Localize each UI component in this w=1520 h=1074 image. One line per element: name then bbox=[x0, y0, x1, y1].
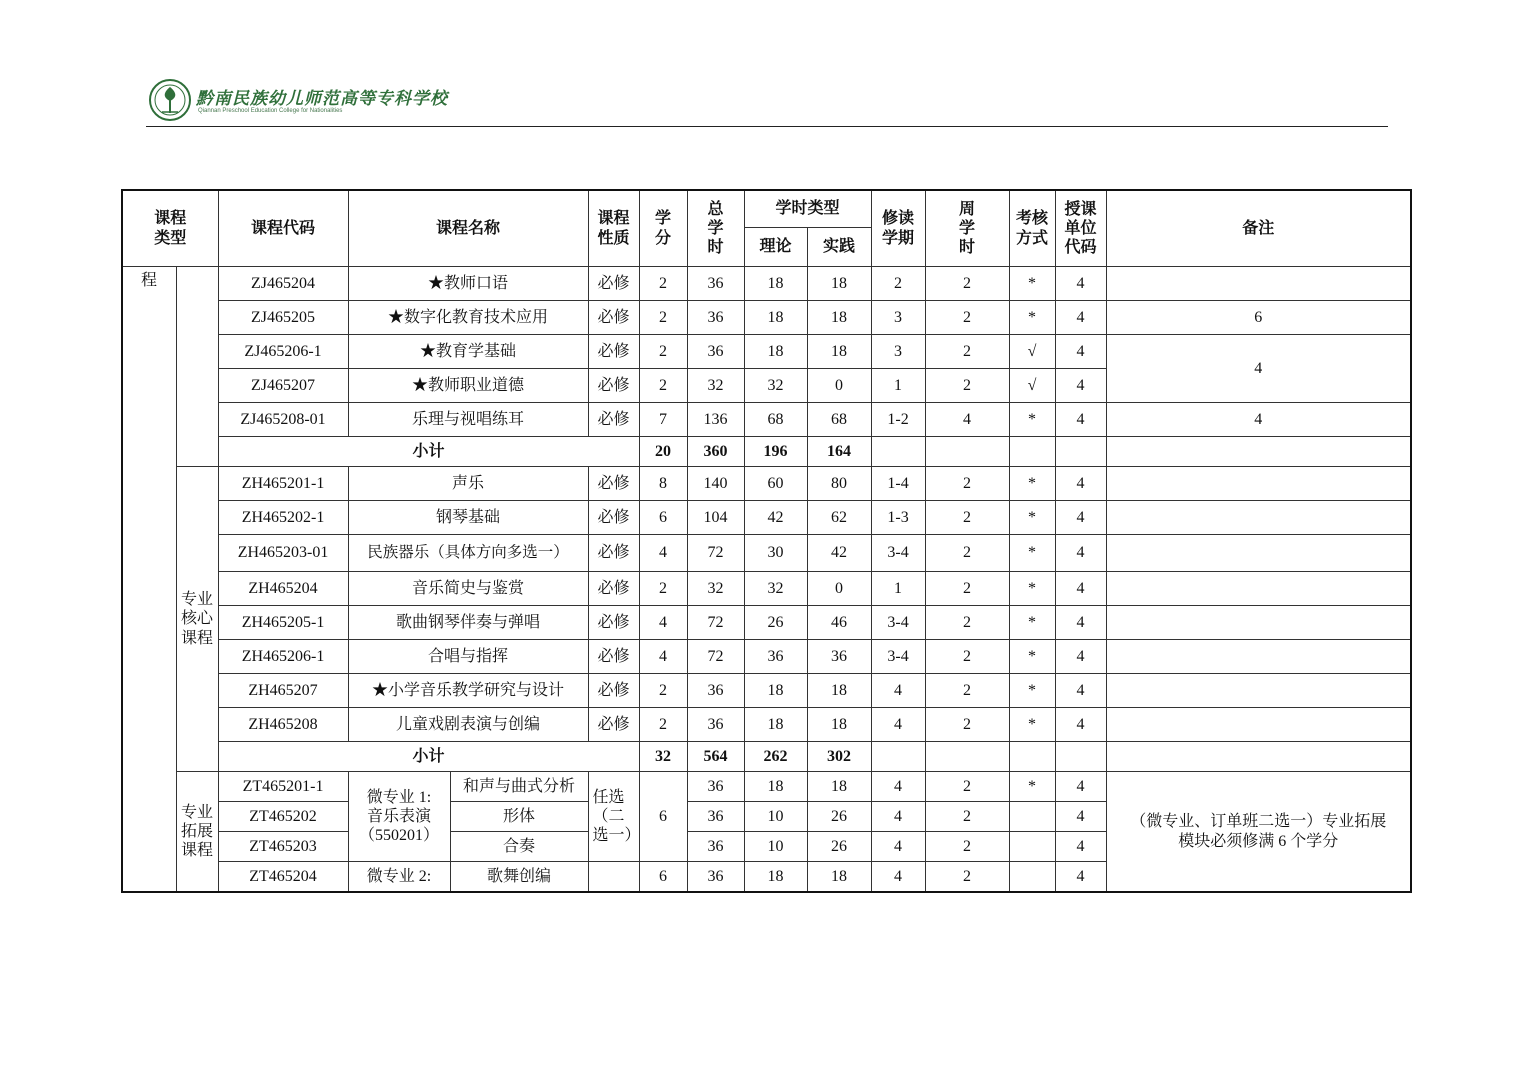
remark bbox=[1106, 640, 1411, 674]
course-nature: 必修 bbox=[588, 369, 639, 403]
credits: 6 bbox=[639, 501, 687, 535]
unit-code: 4 bbox=[1055, 535, 1106, 572]
course-name: 歌曲钢琴伴奏与弹唱 bbox=[348, 606, 588, 640]
empty-cell bbox=[925, 742, 1009, 772]
assessment: * bbox=[1009, 606, 1055, 640]
theory-hours: 18 bbox=[744, 335, 807, 369]
school-name-en: Qiannan Preschool Education College for Nationalities bbox=[198, 108, 343, 114]
total-hours: 136 bbox=[687, 403, 744, 437]
remark bbox=[1106, 501, 1411, 535]
table-row bbox=[122, 772, 1411, 802]
remark: 4 bbox=[1106, 335, 1411, 403]
course-name: ★教育学基础 bbox=[348, 335, 588, 369]
weekly-hours: 2 bbox=[925, 369, 1009, 403]
empty-cell bbox=[1055, 437, 1106, 467]
col-course-name: 课程名称 bbox=[348, 190, 588, 267]
practice-hours: 62 bbox=[807, 501, 871, 535]
course-nature: 必修 bbox=[588, 335, 639, 369]
empty-cell bbox=[1009, 437, 1055, 467]
course-nature-elective: 任选 （二 选一） bbox=[588, 772, 639, 862]
subtotal-label: 小计 bbox=[218, 742, 639, 772]
subtype-core: 专业 核心 课程 bbox=[176, 467, 218, 772]
weekly-hours: 2 bbox=[925, 640, 1009, 674]
header-divider bbox=[146, 126, 1388, 127]
theory-hours: 36 bbox=[744, 640, 807, 674]
practice-hours: 68 bbox=[807, 403, 871, 437]
col-assessment: 考核 方式 bbox=[1009, 190, 1055, 267]
weekly-hours: 2 bbox=[925, 832, 1009, 862]
semester: 3-4 bbox=[871, 640, 925, 674]
credits: 6 bbox=[639, 862, 687, 893]
table-row bbox=[122, 640, 1411, 674]
table-row bbox=[122, 572, 1411, 606]
remark bbox=[1106, 572, 1411, 606]
course-nature: 必修 bbox=[588, 572, 639, 606]
subtotal-credits: 20 bbox=[639, 437, 687, 467]
course-name: 儿童戏剧表演与创编 bbox=[348, 708, 588, 742]
weekly-hours: 2 bbox=[925, 708, 1009, 742]
credits: 6 bbox=[639, 772, 687, 862]
practice-hours: 36 bbox=[807, 640, 871, 674]
course-name: 音乐简史与鉴赏 bbox=[348, 572, 588, 606]
assessment: * bbox=[1009, 467, 1055, 501]
unit-code: 4 bbox=[1055, 708, 1106, 742]
practice-hours: 0 bbox=[807, 369, 871, 403]
practice-hours: 42 bbox=[807, 535, 871, 572]
subtotal-total: 360 bbox=[687, 437, 744, 467]
total-hours: 72 bbox=[687, 606, 744, 640]
unit-code: 4 bbox=[1055, 862, 1106, 893]
credits: 2 bbox=[639, 267, 687, 301]
course-name: 民族器乐（具体方向多选一） bbox=[348, 535, 588, 572]
table-row bbox=[122, 267, 1411, 301]
semester: 1-4 bbox=[871, 467, 925, 501]
course-code: ZH465207 bbox=[218, 674, 348, 708]
unit-code: 4 bbox=[1055, 572, 1106, 606]
course-name: 声乐 bbox=[348, 467, 588, 501]
semester: 1-3 bbox=[871, 501, 925, 535]
credits: 4 bbox=[639, 606, 687, 640]
course-code: ZH465203-01 bbox=[218, 535, 348, 572]
weekly-hours: 2 bbox=[925, 862, 1009, 893]
course-name: ★教师口语 bbox=[348, 267, 588, 301]
theory-hours: 18 bbox=[744, 862, 807, 893]
credits: 2 bbox=[639, 572, 687, 606]
unit-code: 4 bbox=[1055, 640, 1106, 674]
weekly-hours: 2 bbox=[925, 802, 1009, 832]
semester: 4 bbox=[871, 674, 925, 708]
remark: 6 bbox=[1106, 301, 1411, 335]
practice-hours: 26 bbox=[807, 802, 871, 832]
remark bbox=[1106, 606, 1411, 640]
course-nature: 必修 bbox=[588, 535, 639, 572]
semester: 4 bbox=[871, 802, 925, 832]
document-header bbox=[146, 74, 1388, 128]
subtotal-practice: 302 bbox=[807, 742, 871, 772]
remark bbox=[1106, 674, 1411, 708]
course-nature: 必修 bbox=[588, 267, 639, 301]
assessment: * bbox=[1009, 301, 1055, 335]
unit-code: 4 bbox=[1055, 772, 1106, 802]
course-name: ★小学音乐教学研究与设计 bbox=[348, 674, 588, 708]
theory-hours: 60 bbox=[744, 467, 807, 501]
col-semester: 修读 学期 bbox=[871, 190, 925, 267]
course-code: ZT465204 bbox=[218, 862, 348, 893]
subtotal-total: 564 bbox=[687, 742, 744, 772]
course-code: ZH465204 bbox=[218, 572, 348, 606]
table-row bbox=[122, 467, 1411, 501]
credits: 7 bbox=[639, 403, 687, 437]
course-code: ZT465202 bbox=[218, 802, 348, 832]
col-weekly-hours: 周 学 时 bbox=[925, 190, 1009, 267]
empty-cell bbox=[871, 742, 925, 772]
empty-cell bbox=[871, 437, 925, 467]
course-code: ZH465206-1 bbox=[218, 640, 348, 674]
assessment: * bbox=[1009, 501, 1055, 535]
course-code: ZJ465205 bbox=[218, 301, 348, 335]
course-code: ZJ465206-1 bbox=[218, 335, 348, 369]
col-hours-type: 学时类型 bbox=[744, 190, 871, 228]
course-type-fragment: 程 bbox=[122, 267, 176, 893]
assessment: * bbox=[1009, 267, 1055, 301]
credits: 2 bbox=[639, 335, 687, 369]
theory-hours: 18 bbox=[744, 301, 807, 335]
course-nature: 必修 bbox=[588, 708, 639, 742]
school-name-cn: 黔南民族幼儿师范高等专科学校 bbox=[196, 89, 448, 108]
total-hours: 36 bbox=[687, 301, 744, 335]
course-name: 合奏 bbox=[450, 832, 588, 862]
total-hours: 36 bbox=[687, 674, 744, 708]
col-course-code: 课程代码 bbox=[218, 190, 348, 267]
credits: 2 bbox=[639, 674, 687, 708]
course-code: ZH465202-1 bbox=[218, 501, 348, 535]
total-hours: 36 bbox=[687, 832, 744, 862]
remark bbox=[1106, 708, 1411, 742]
subtotal-practice: 164 bbox=[807, 437, 871, 467]
total-hours: 36 bbox=[687, 802, 744, 832]
weekly-hours: 2 bbox=[925, 772, 1009, 802]
col-total-hours: 总 学 时 bbox=[687, 190, 744, 267]
col-theory: 理论 bbox=[744, 228, 807, 267]
course-name: 形体 bbox=[450, 802, 588, 832]
weekly-hours: 2 bbox=[925, 674, 1009, 708]
assessment: * bbox=[1009, 403, 1055, 437]
practice-hours: 18 bbox=[807, 301, 871, 335]
remark-extension: （微专业、订单班二选一）专业拓展 模块必须修满 6 个学分 bbox=[1106, 772, 1411, 893]
assessment: * bbox=[1009, 674, 1055, 708]
course-nature: 必修 bbox=[588, 606, 639, 640]
semester: 4 bbox=[871, 708, 925, 742]
remark: 4 bbox=[1106, 403, 1411, 437]
col-course-type: 课程 类型 bbox=[122, 190, 218, 267]
theory-hours: 26 bbox=[744, 606, 807, 640]
header-row bbox=[122, 190, 1411, 228]
assessment: * bbox=[1009, 640, 1055, 674]
assessment bbox=[1009, 862, 1055, 893]
theory-hours: 32 bbox=[744, 572, 807, 606]
remark bbox=[1106, 267, 1411, 301]
course-code: ZH465201-1 bbox=[218, 467, 348, 501]
micro-major-2: 微专业 2: bbox=[348, 862, 450, 893]
table-row bbox=[122, 708, 1411, 742]
practice-hours: 18 bbox=[807, 708, 871, 742]
practice-hours: 0 bbox=[807, 572, 871, 606]
credits: 2 bbox=[639, 301, 687, 335]
practice-hours: 18 bbox=[807, 267, 871, 301]
unit-code: 4 bbox=[1055, 369, 1106, 403]
unit-code: 4 bbox=[1055, 467, 1106, 501]
subtotal-row bbox=[122, 742, 1411, 772]
table-row bbox=[122, 606, 1411, 640]
course-nature: 必修 bbox=[588, 640, 639, 674]
subtotal-credits: 32 bbox=[639, 742, 687, 772]
unit-code: 4 bbox=[1055, 335, 1106, 369]
course-code: ZJ465208-01 bbox=[218, 403, 348, 437]
weekly-hours: 2 bbox=[925, 535, 1009, 572]
credits: 2 bbox=[639, 708, 687, 742]
assessment: * bbox=[1009, 708, 1055, 742]
assessment bbox=[1009, 832, 1055, 862]
course-nature: 必修 bbox=[588, 301, 639, 335]
course-name: 歌舞创编 bbox=[450, 862, 588, 893]
course-code: ZH465208 bbox=[218, 708, 348, 742]
assessment: √ bbox=[1009, 369, 1055, 403]
theory-hours: 32 bbox=[744, 369, 807, 403]
course-name: 乐理与视唱练耳 bbox=[348, 403, 588, 437]
course-name: 和声与曲式分析 bbox=[450, 772, 588, 802]
credits: 2 bbox=[639, 369, 687, 403]
curriculum-table bbox=[121, 189, 1412, 893]
unit-code: 4 bbox=[1055, 267, 1106, 301]
weekly-hours: 2 bbox=[925, 606, 1009, 640]
unit-code: 4 bbox=[1055, 606, 1106, 640]
course-nature: 必修 bbox=[588, 403, 639, 437]
theory-hours: 18 bbox=[744, 267, 807, 301]
total-hours: 72 bbox=[687, 535, 744, 572]
semester: 4 bbox=[871, 832, 925, 862]
total-hours: 36 bbox=[687, 708, 744, 742]
theory-hours: 42 bbox=[744, 501, 807, 535]
course-name: ★教师职业道德 bbox=[348, 369, 588, 403]
weekly-hours: 2 bbox=[925, 467, 1009, 501]
table-row bbox=[122, 501, 1411, 535]
total-hours: 36 bbox=[687, 772, 744, 802]
credits: 8 bbox=[639, 467, 687, 501]
col-practice: 实践 bbox=[807, 228, 871, 267]
practice-hours: 80 bbox=[807, 467, 871, 501]
assessment: * bbox=[1009, 535, 1055, 572]
table-row bbox=[122, 403, 1411, 437]
course-code: ZT465201-1 bbox=[218, 772, 348, 802]
theory-hours: 10 bbox=[744, 832, 807, 862]
unit-code: 4 bbox=[1055, 403, 1106, 437]
semester: 1 bbox=[871, 572, 925, 606]
weekly-hours: 2 bbox=[925, 267, 1009, 301]
subtotal-label: 小计 bbox=[218, 437, 639, 467]
empty-cell bbox=[1009, 742, 1055, 772]
unit-code: 4 bbox=[1055, 802, 1106, 832]
remark bbox=[1106, 467, 1411, 501]
empty-cell bbox=[1106, 437, 1411, 467]
practice-hours: 18 bbox=[807, 772, 871, 802]
table-row bbox=[122, 335, 1411, 369]
weekly-hours: 2 bbox=[925, 501, 1009, 535]
assessment: * bbox=[1009, 572, 1055, 606]
total-hours: 104 bbox=[687, 501, 744, 535]
weekly-hours: 2 bbox=[925, 335, 1009, 369]
empty-cell bbox=[588, 862, 639, 893]
total-hours: 36 bbox=[687, 862, 744, 893]
subtype-extension: 专业 拓展 课程 bbox=[176, 772, 218, 893]
total-hours: 32 bbox=[687, 369, 744, 403]
course-code: ZJ465207 bbox=[218, 369, 348, 403]
theory-hours: 18 bbox=[744, 674, 807, 708]
weekly-hours: 4 bbox=[925, 403, 1009, 437]
subtotal-row bbox=[122, 437, 1411, 467]
micro-major-1: 微专业 1: 音乐表演 （550201） bbox=[348, 772, 450, 862]
course-code: ZH465205-1 bbox=[218, 606, 348, 640]
subtype-blank bbox=[176, 267, 218, 467]
assessment: √ bbox=[1009, 335, 1055, 369]
empty-cell bbox=[925, 437, 1009, 467]
semester: 4 bbox=[871, 772, 925, 802]
school-logo bbox=[148, 78, 192, 122]
semester: 3 bbox=[871, 301, 925, 335]
theory-hours: 30 bbox=[744, 535, 807, 572]
course-name: 合唱与指挥 bbox=[348, 640, 588, 674]
total-hours: 36 bbox=[687, 335, 744, 369]
semester: 1 bbox=[871, 369, 925, 403]
total-hours: 140 bbox=[687, 467, 744, 501]
assessment bbox=[1009, 802, 1055, 832]
credits: 4 bbox=[639, 535, 687, 572]
practice-hours: 26 bbox=[807, 832, 871, 862]
unit-code: 4 bbox=[1055, 674, 1106, 708]
unit-code: 4 bbox=[1055, 501, 1106, 535]
course-name: ★数字化教育技术应用 bbox=[348, 301, 588, 335]
empty-cell bbox=[1106, 742, 1411, 772]
total-hours: 32 bbox=[687, 572, 744, 606]
unit-code: 4 bbox=[1055, 832, 1106, 862]
semester: 3-4 bbox=[871, 606, 925, 640]
practice-hours: 46 bbox=[807, 606, 871, 640]
semester: 3-4 bbox=[871, 535, 925, 572]
school-emblem-icon bbox=[148, 78, 192, 122]
remark bbox=[1106, 535, 1411, 572]
col-course-nature: 课程 性质 bbox=[588, 190, 639, 267]
theory-hours: 10 bbox=[744, 802, 807, 832]
semester: 1-2 bbox=[871, 403, 925, 437]
table-row bbox=[122, 674, 1411, 708]
course-name: 钢琴基础 bbox=[348, 501, 588, 535]
weekly-hours: 2 bbox=[925, 572, 1009, 606]
practice-hours: 18 bbox=[807, 674, 871, 708]
semester: 3 bbox=[871, 335, 925, 369]
course-nature: 必修 bbox=[588, 674, 639, 708]
course-nature: 必修 bbox=[588, 467, 639, 501]
col-remarks: 备注 bbox=[1106, 190, 1411, 267]
col-unit-code: 授课 单位 代码 bbox=[1055, 190, 1106, 267]
table-row bbox=[122, 301, 1411, 335]
practice-hours: 18 bbox=[807, 335, 871, 369]
subtotal-theory: 196 bbox=[744, 437, 807, 467]
subtotal-theory: 262 bbox=[744, 742, 807, 772]
theory-hours: 18 bbox=[744, 708, 807, 742]
course-nature: 必修 bbox=[588, 501, 639, 535]
course-code: ZJ465204 bbox=[218, 267, 348, 301]
theory-hours: 68 bbox=[744, 403, 807, 437]
theory-hours: 18 bbox=[744, 772, 807, 802]
empty-cell bbox=[1055, 742, 1106, 772]
practice-hours: 18 bbox=[807, 862, 871, 893]
col-credits: 学 分 bbox=[639, 190, 687, 267]
course-code: ZT465203 bbox=[218, 832, 348, 862]
total-hours: 36 bbox=[687, 267, 744, 301]
credits: 4 bbox=[639, 640, 687, 674]
table-row bbox=[122, 535, 1411, 572]
semester: 2 bbox=[871, 267, 925, 301]
total-hours: 72 bbox=[687, 640, 744, 674]
semester: 4 bbox=[871, 862, 925, 893]
weekly-hours: 2 bbox=[925, 301, 1009, 335]
unit-code: 4 bbox=[1055, 301, 1106, 335]
assessment: * bbox=[1009, 772, 1055, 802]
